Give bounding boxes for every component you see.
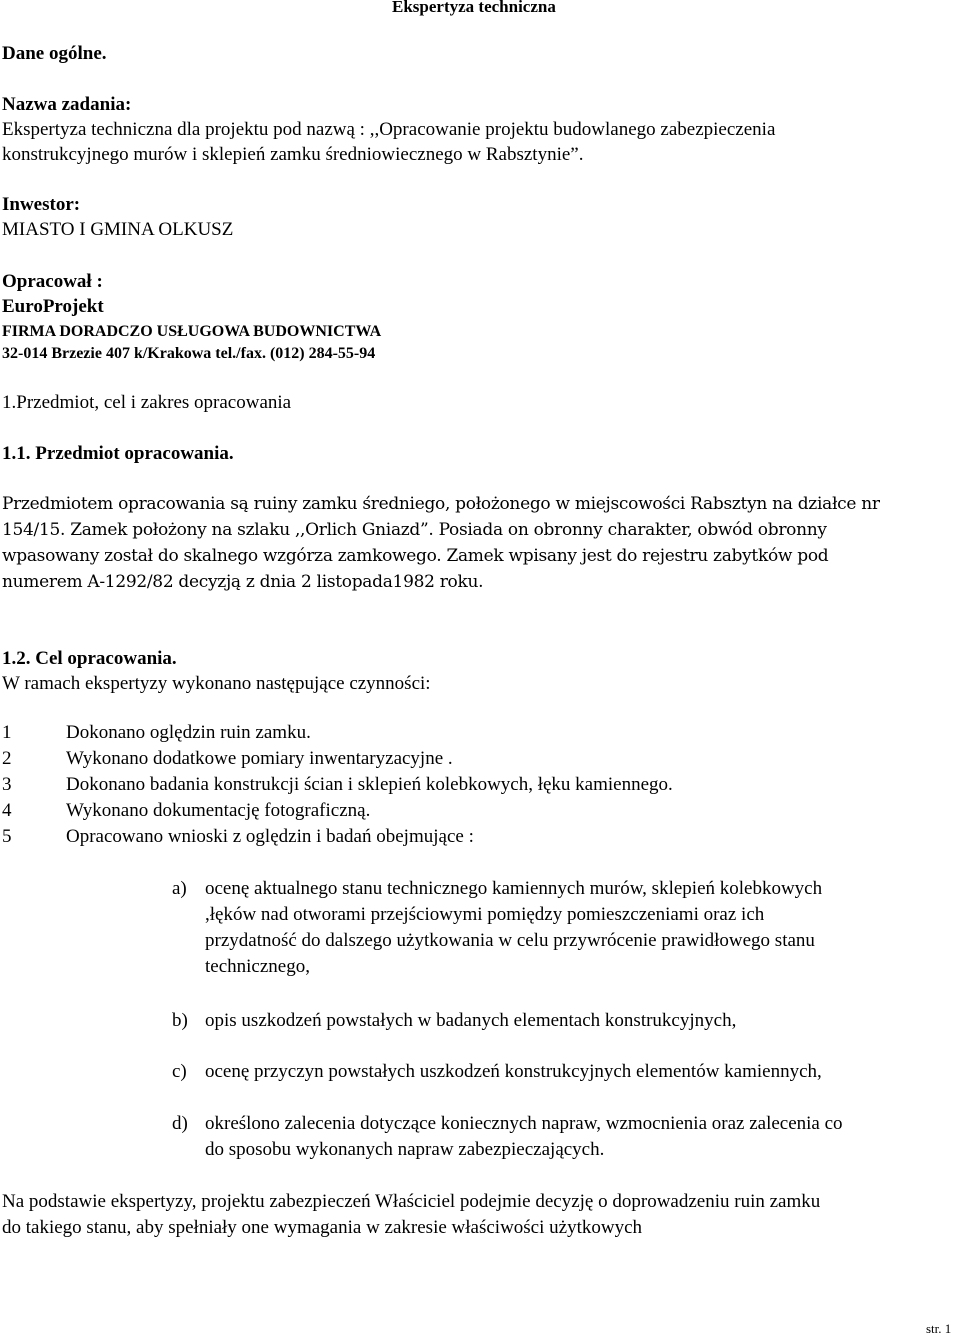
sub-item-c-line-1: ocenę przyczyn powstałych uszkodzeń konstrukcyjnych elementów kamiennych, <box>205 1061 822 1082</box>
investor-value: MIASTO I GMINA OLKUSZ <box>2 219 234 240</box>
conclusion-line-2: do takiego stanu, aby spełniały one wymagania w zakresie właściwości użytkowych <box>2 1217 643 1238</box>
author-label: Opracował : <box>2 271 103 292</box>
sub-item-a-line-2: ,łęków nad otworami przejściowymi pomiędzy pomieszczeniami oraz ich <box>205 904 765 925</box>
section-1-1-line-2: 154/15. Zamek położony na szlaku ,,Orlich Gniazd”. Posiada on obronny charakter, obwód obronny <box>2 520 827 540</box>
author-company: EuroProjekt <box>2 296 104 317</box>
activity-text: Dokonano badania konstrukcji ścian i sklepień kolebkowych, łęku kamiennego. <box>66 774 673 795</box>
activity-number: 3 <box>2 774 12 795</box>
sub-item-d-line-1: określono zalecenia dotyczące koniecznych napraw, wzmocnienia oraz zalecenia co <box>205 1113 843 1134</box>
activity-text: Wykonano dodatkowe pomiary inwentaryzacyjne . <box>66 748 453 769</box>
section-1-1-line-1: Przedmiotem opracowania są ruiny zamku średniego, położonego w miejscowości Rabsztyn na działce nr <box>2 494 880 514</box>
investor-label: Inwestor: <box>2 194 81 215</box>
conclusion-line-1: Na podstawie ekspertyzy, projektu zabezpieczeń Właściciel podejmie decyzję o doprowadzeniu ruin zamku <box>2 1191 821 1212</box>
sub-item-label-b: b) <box>172 1010 188 1031</box>
document-header-title: Ekspertyza techniczna <box>392 0 556 16</box>
section-1-heading: 1.Przedmiot, cel i zakres opracowania <box>2 392 292 413</box>
section-1-2-intro: W ramach ekspertyzy wykonano następujące czynności: <box>2 673 431 694</box>
activity-text: Wykonano dokumentację fotograficzną. <box>66 800 371 821</box>
sub-item-a-line-3: przydatność do dalszego użytkowania w celu przywrócenie prawidłowego stanu <box>205 930 815 951</box>
activity-text: Dokonano oględzin ruin zamku. <box>66 722 311 743</box>
sub-item-d-line-2: do sposobu wykonanych napraw zabezpieczających. <box>205 1139 605 1160</box>
activity-number: 2 <box>2 748 12 769</box>
general-heading: Dane ogólne. <box>2 43 107 64</box>
page-number: str. 1 <box>926 1321 952 1336</box>
task-line-2: konstrukcyjnego murów i sklepień zamku średniowiecznego w Rabsztynie”. <box>2 144 584 165</box>
section-1-1-line-3: wpasowany został do skalnego wzgórza zamkowego. Zamek wpisany jest do rejestru zabytków pod <box>2 546 829 566</box>
task-label: Nazwa zadania: <box>2 94 132 115</box>
sub-item-label-c: c) <box>172 1061 187 1082</box>
activity-number: 5 <box>2 826 12 847</box>
sub-item-a-line-4: technicznego, <box>205 956 310 977</box>
section-1-2-heading: 1.2. Cel opracowania. <box>2 648 177 669</box>
activity-number: 1 <box>2 722 12 743</box>
author-firm: FIRMA DORADCZO USŁUGOWA BUDOWNICTWA <box>2 323 382 340</box>
activity-text: Opracowano wnioski z oględzin i badań obejmujące : <box>66 826 474 847</box>
sub-item-label-a: a) <box>172 878 187 899</box>
sub-item-label-d: d) <box>172 1113 188 1134</box>
section-1-1-line-4: numerem A-1292/82 decyzją z dnia 2 listopada1982 roku. <box>2 572 484 592</box>
sub-item-a-line-1: ocenę aktualnego stanu technicznego kamiennych murów, sklepień kolebkowych <box>205 878 823 899</box>
activity-number: 4 <box>2 800 12 821</box>
section-1-1-heading: 1.1. Przedmiot opracowania. <box>2 443 234 464</box>
task-line-1: Ekspertyza techniczna dla projektu pod nazwą : ,,Opracowanie projektu budowlanego zabezpieczenia <box>2 119 776 140</box>
author-address: 32-014 Brzezie 407 k/Krakowa tel./fax. (012) 284-55-94 <box>2 345 376 362</box>
sub-item-b-line-1: opis uszkodzeń powstałych w badanych elementach konstrukcyjnych, <box>205 1010 737 1031</box>
